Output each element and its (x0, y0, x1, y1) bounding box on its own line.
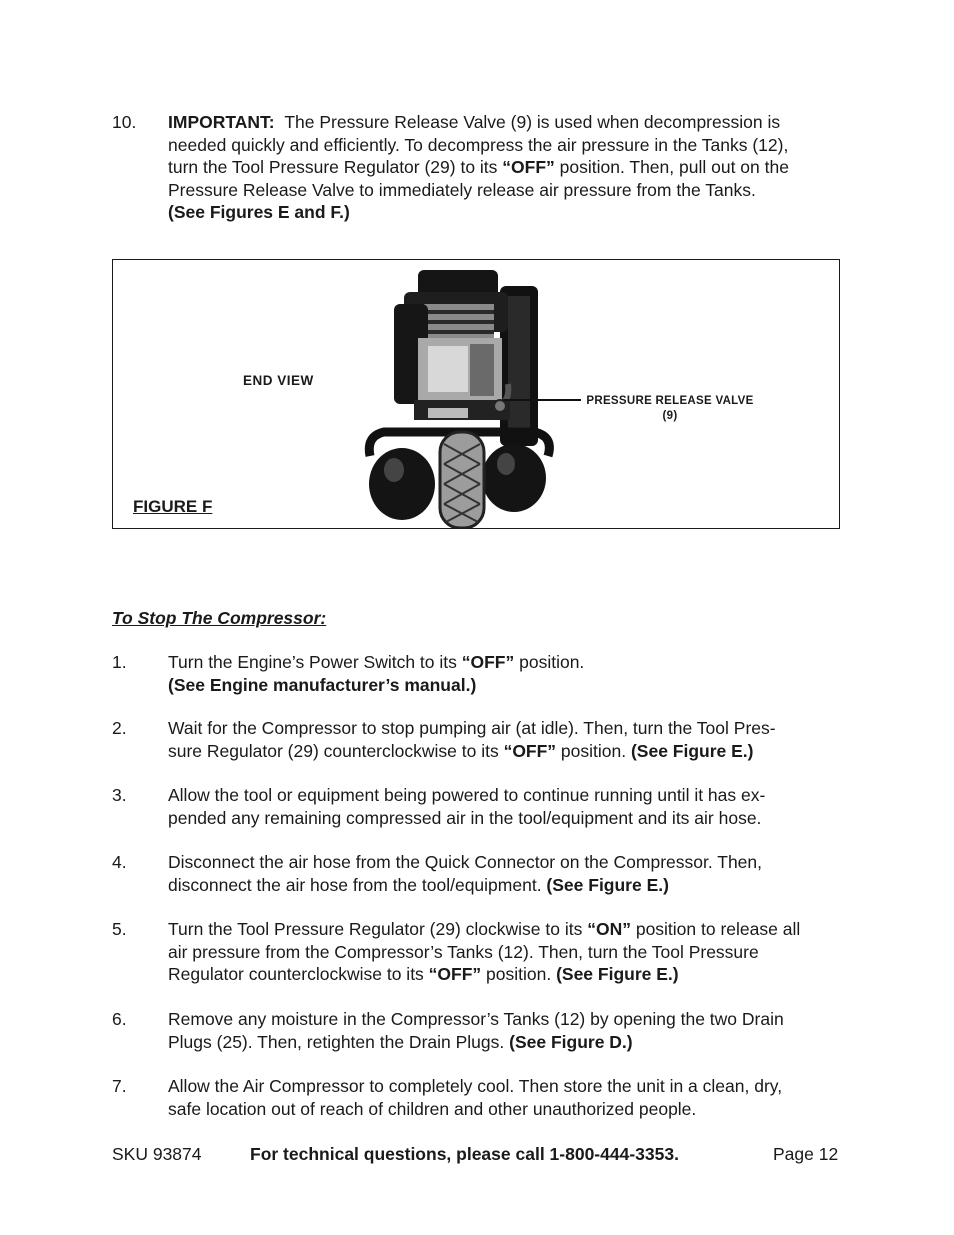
step-5-b: position to release all (630, 919, 801, 939)
step-5-d: position. (481, 964, 557, 984)
step-2-ref: (See Figure E.) (630, 740, 754, 761)
step-4-text (168, 851, 848, 896)
off-label: “OFF” (502, 157, 555, 177)
step-4-ref: (See Figure E.) (546, 874, 669, 895)
footer-tech-support: For technical questions, please call 1-800-444-3353. (250, 1144, 679, 1164)
step-2-b: position. (556, 740, 631, 761)
step-1-text (168, 651, 848, 696)
step-7-line1: Allow the Air Compressor to completely cool. Then store the unit in a clean, dry, (168, 1076, 783, 1096)
step-7-number: 7. (112, 1076, 127, 1096)
step-3-line1: Allow the tool or equipment being powered to continue running until it has ex- (168, 785, 766, 805)
step-10-line1: The Pressure Release Valve (9) is used when decompression is (284, 112, 781, 132)
step-1-number: 1. (112, 652, 127, 672)
off-label: “OFF” (428, 964, 482, 984)
figure-caption: FIGURE F (133, 497, 213, 516)
step-10-line2: needed quickly and efficiently. To decompress the air pressure in the Tanks (12), (168, 134, 789, 155)
step-3-line2: pended any remaining compressed air in the tool/equipment and its air hose. (168, 807, 762, 828)
important-label: IMPORTANT: (168, 112, 275, 132)
step-4-a: disconnect the air hose from the tool/equipment. (168, 874, 547, 895)
step-4-line1: Disconnect the air hose from the Quick Connector on the Compressor. Then, (168, 852, 763, 872)
step-6-line1: Remove any moisture in the Compressor’s Tanks (12) by opening the two Drain (168, 1009, 784, 1029)
step-4-number: 4. (112, 852, 127, 872)
step-2-text (168, 717, 848, 762)
callout-line1: PRESSURE RELEASE VALVE (586, 395, 754, 407)
callout-line2: (9) (662, 410, 678, 422)
end-view-label: END VIEW (243, 373, 314, 388)
footer-sku: SKU 93874 (112, 1144, 202, 1164)
pressure-release-valve-callout (575, 394, 765, 424)
step-5-text (168, 918, 848, 986)
step-5-a: Turn the Tool Pressure Regulator (29) clockwise to its (168, 919, 588, 939)
on-label: “ON” (587, 919, 631, 939)
step-5-ref: (See Figure E.) (556, 964, 679, 984)
step-1-a: Turn the Engine’s Power Switch to its (168, 652, 462, 672)
figure-f-box (112, 259, 840, 529)
callout-leader-line (503, 399, 581, 401)
step-2-number: 2. (112, 718, 127, 738)
step-1-b: position. (514, 652, 585, 672)
step-10-line4: Pressure Release Valve to immediately release air pressure from the Tanks. (168, 179, 756, 200)
step-3-number: 3. (112, 785, 127, 805)
step-5-number: 5. (112, 919, 127, 939)
step-10-line3b: position. Then, pull out on the (554, 157, 789, 177)
step-7-line2: safe location out of reach of children and other unauthorized people. (168, 1098, 697, 1119)
step-1-ref: (See Engine manufacturer’s manual.) (168, 674, 477, 695)
step-3-text (168, 784, 848, 829)
step-5-c: Regulator counterclockwise to its (168, 964, 429, 984)
step-6-text (168, 1008, 848, 1053)
step-2-line1: Wait for the Compressor to stop pumping air (at idle). Then, turn the Tool Pres- (168, 718, 776, 738)
step-7-text (168, 1075, 848, 1120)
step-6-a: Plugs (25). Then, retighten the Drain Plugs. (168, 1031, 510, 1052)
step-10-figure-ref: (See Figures E and F.) (168, 202, 350, 222)
step-5-line2: air pressure from the Compressor’s Tanks (12). Then, turn the Tool Pressure (168, 941, 759, 962)
step-10-line3a: turn the Tool Pressure Regulator (29) to its (168, 157, 503, 177)
step-6-ref: (See Figure D.) (509, 1031, 633, 1052)
step-2-a: sure Regulator (29) counterclockwise to its (168, 740, 504, 761)
off-label: “OFF” (461, 652, 515, 672)
step-10-text (168, 111, 848, 224)
footer-page-number: Page 12 (773, 1144, 839, 1164)
off-label: “OFF” (503, 740, 557, 761)
step-6-number: 6. (112, 1009, 127, 1029)
compressor-end-view-illustration (358, 264, 598, 528)
stop-compressor-heading: To Stop The Compressor: (112, 608, 327, 628)
step-10-number: 10. (112, 112, 137, 132)
